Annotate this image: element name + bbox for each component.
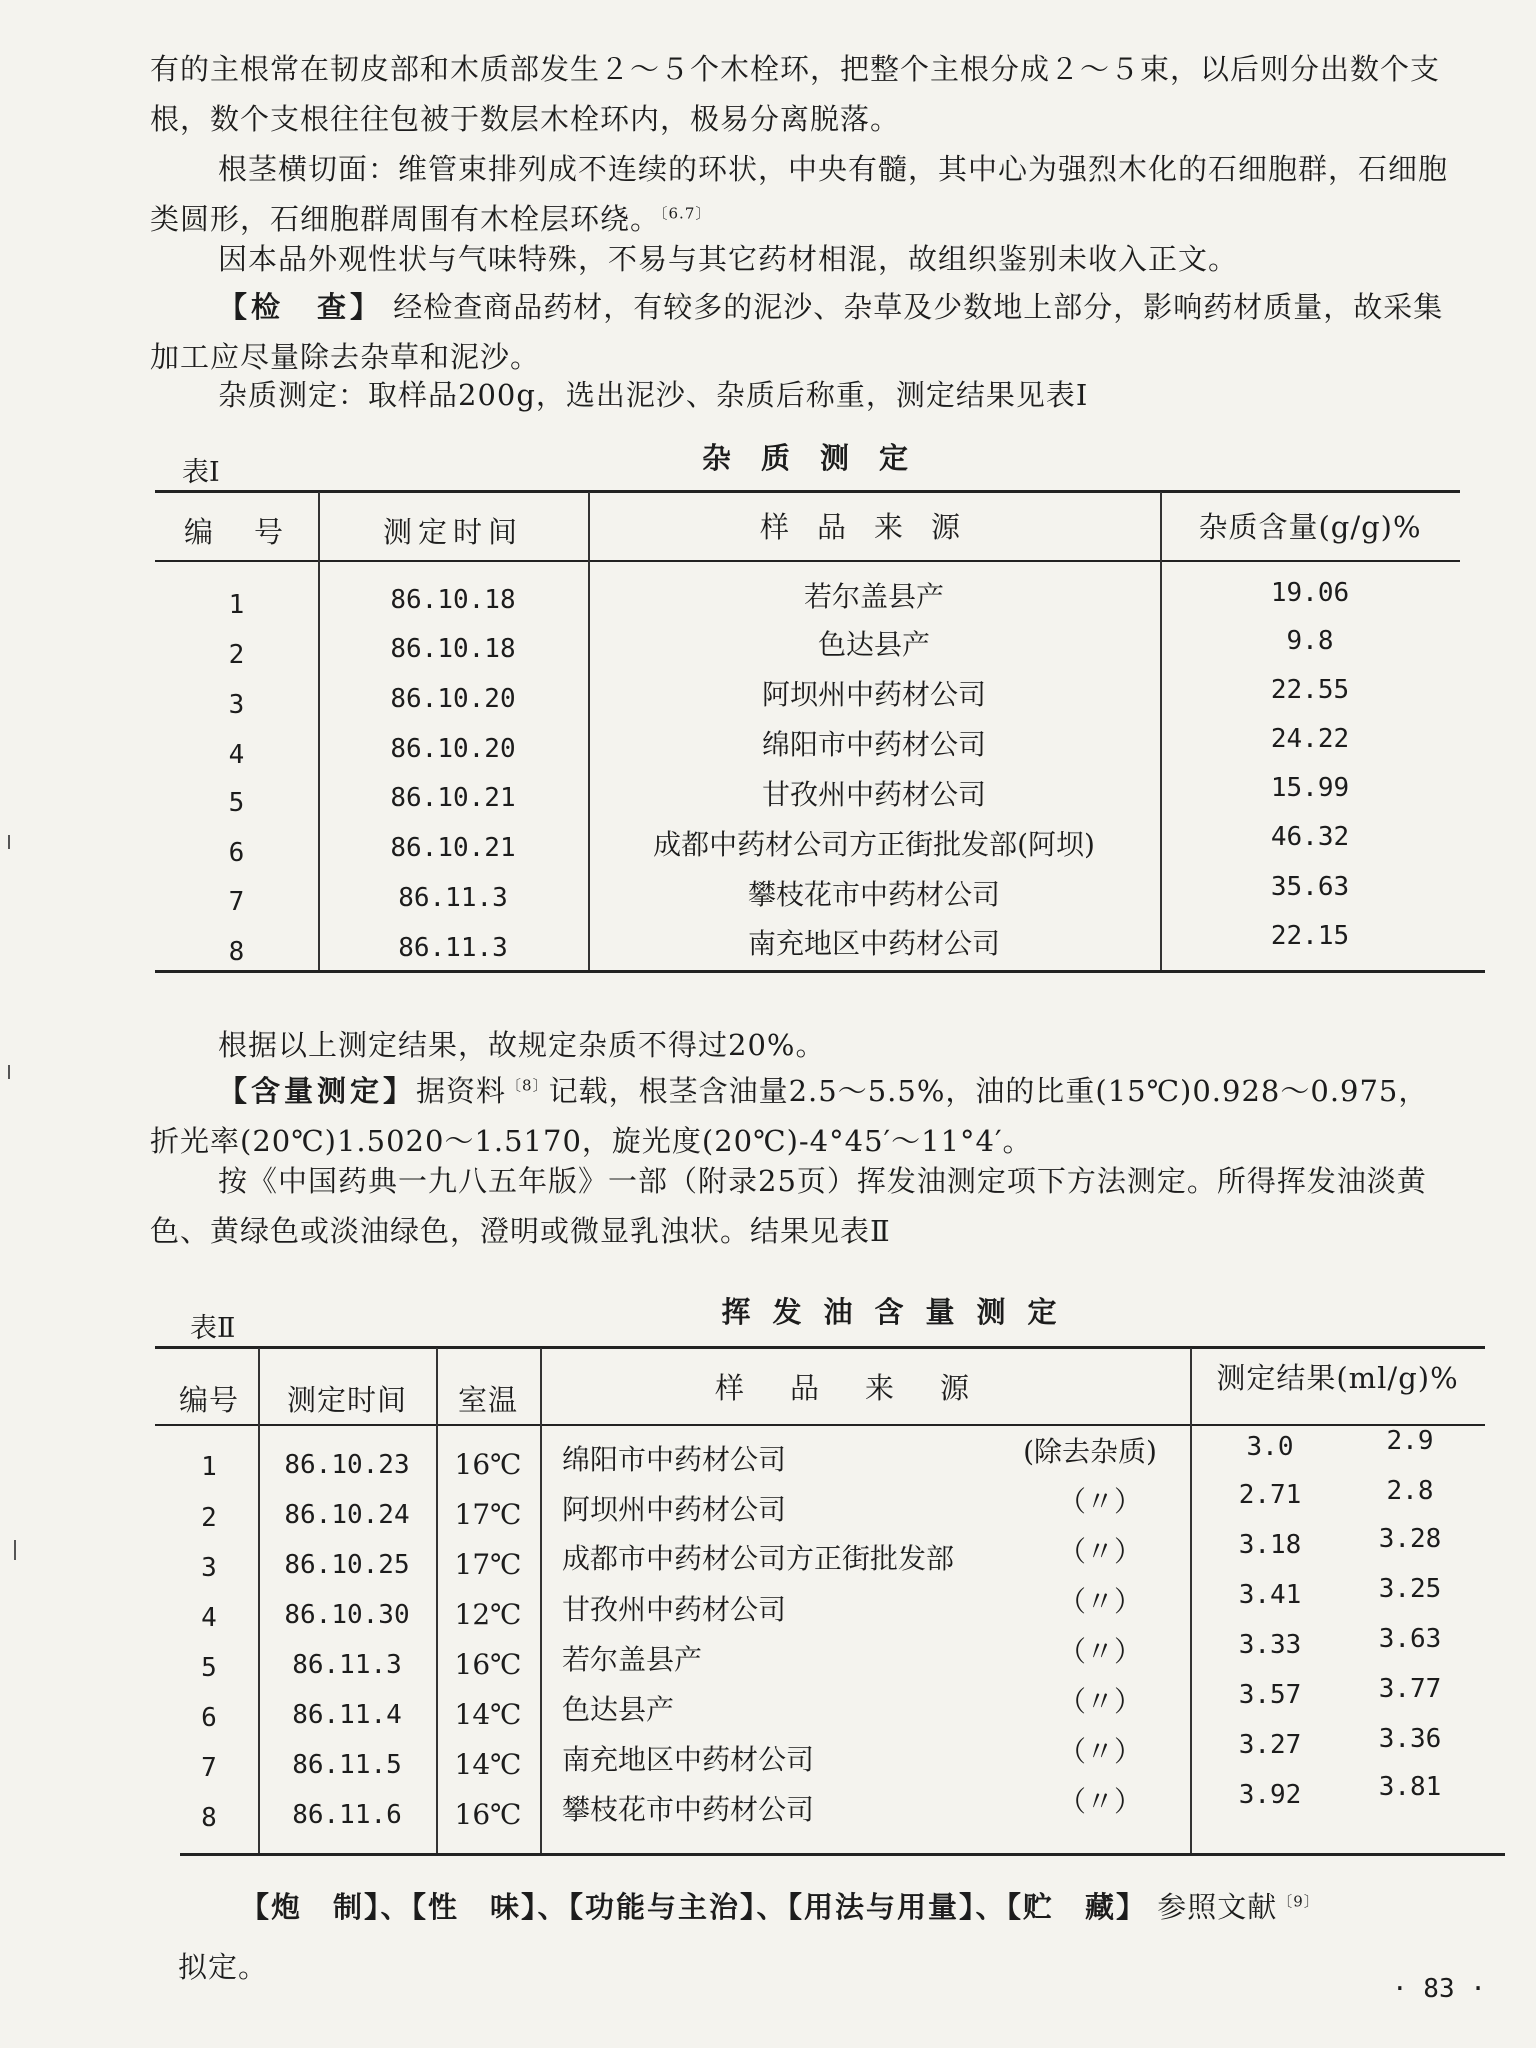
- table2-header-result: 测定结果(ml/g)%: [1216, 1361, 1459, 1395]
- table1-cell: 19.06: [1270, 578, 1350, 608]
- section-heading-inspection: 【检 查】: [218, 290, 384, 324]
- binding-mark: [8, 835, 10, 849]
- table2-cell: 8: [201, 1803, 217, 1833]
- table1-cell: 86.11.3: [398, 933, 508, 963]
- table2-cell: 3.33: [1238, 1630, 1302, 1660]
- citation-ref: 〔8〕: [506, 1076, 549, 1095]
- table2-cell: 3.81: [1378, 1772, 1442, 1802]
- table2-cell: 1: [201, 1452, 217, 1482]
- table2-header-temp: 室温: [457, 1383, 518, 1417]
- table1-bottom-rule: [155, 970, 1485, 973]
- paragraph-content-determination: 【含量测定】据资料$^{〔8〕}$记载，根茎含油量2.5～5.5%，油的比重(15℃)0.928～0.975，折光率(20℃)1.5020～1.5170，旋光度(20℃)-4°45′～11°4′。: [150, 1074, 1429, 1158]
- table1-cell: 46.32: [1270, 822, 1350, 852]
- paragraph-root-structure: 有的主根常在韧皮部和木质部发生２～５个木栓环，把整个主根分成２～５束，以后则分出数个支根，数个支根往往包被于数层木栓环内，极易分离脱落。: [150, 52, 1441, 136]
- table1-cell: 1: [228, 590, 245, 620]
- table2-col-divider: [540, 1348, 542, 1853]
- table1-cell: 9.8: [1286, 626, 1334, 656]
- table2-cell: 3.77: [1378, 1674, 1442, 1704]
- paragraph-inspection: 【检 查】 经检查商品药材，有较多的泥沙、杂草及少数地上部分，影响药材质量，故采集加工应尽量除去杂草和泥沙。: [150, 290, 1444, 374]
- table2-cell: 3.25: [1378, 1574, 1442, 1604]
- table1-header-impurity: 杂质含量(g/g)%: [1198, 510, 1422, 544]
- table2-header-source: 样品来源: [714, 1371, 1015, 1405]
- table1-cell: 22.55: [1270, 675, 1350, 705]
- table2-cell: 4: [201, 1603, 217, 1633]
- table2-cell: 色达县产: [562, 1693, 675, 1726]
- table2-bottom-rule: [180, 1853, 1505, 1856]
- table1-cell: 86.10.18: [390, 585, 516, 615]
- table2-label: 表Ⅱ: [190, 1313, 236, 1344]
- table1-cell: 8: [228, 937, 245, 967]
- table1-cell: 86.10.20: [390, 734, 516, 764]
- table2-col-divider: [1190, 1348, 1192, 1853]
- table2-cell: （〃）: [1057, 1485, 1142, 1518]
- table1-cell: 4: [228, 740, 245, 770]
- paragraph-other-sections-end: 拟定。: [178, 1950, 269, 1984]
- table2-cell: 阿坝州中药材公司: [562, 1493, 787, 1526]
- binding-mark: [14, 1540, 16, 1560]
- table2-cell: 86.11.4: [292, 1700, 402, 1730]
- table2-cell: 2: [201, 1503, 217, 1533]
- binding-mark: [8, 1065, 10, 1079]
- table1-cell: 绵阳市中药材公司: [761, 728, 986, 761]
- table2-cell: 7: [201, 1753, 217, 1783]
- table2-cell: 3.36: [1378, 1724, 1442, 1754]
- table2-cell: 3.41: [1238, 1580, 1302, 1610]
- table2-cell: 14℃: [454, 1698, 522, 1731]
- table1-header-source: 样品来源: [759, 510, 988, 544]
- paragraph-impurity-limit: 根据以上测定结果，故规定杂质不得过20%。: [218, 1028, 826, 1062]
- table2-cell: （〃）: [1057, 1735, 1142, 1768]
- table2-cell: 86.10.25: [284, 1550, 410, 1580]
- table1-cell: 2: [228, 640, 245, 670]
- table2-cell: 2.8: [1386, 1476, 1434, 1506]
- table2-header-rule: [155, 1424, 1485, 1426]
- table2-cell: 2.71: [1238, 1480, 1302, 1510]
- table2-cell: （〃）: [1057, 1685, 1142, 1718]
- table1-cell: 86.11.3: [398, 883, 508, 913]
- table1-header-date: 测定时间: [382, 515, 523, 549]
- table1-label: 表Ⅰ: [182, 457, 220, 488]
- table2-header-date: 测定时间: [286, 1383, 407, 1417]
- table2-cell: 攀枝花市中药材公司: [562, 1793, 815, 1826]
- table2-cell: 16℃: [454, 1798, 522, 1831]
- table1-cell: 35.63: [1270, 872, 1350, 902]
- table2-cell: 绵阳市中药材公司: [562, 1443, 787, 1476]
- table2-top-rule: [155, 1346, 1485, 1349]
- table1-cell: 7: [228, 887, 245, 917]
- table2-cell: 86.10.24: [284, 1500, 410, 1530]
- table1-cell: 15.99: [1270, 773, 1350, 803]
- table2-cell: 2.9: [1386, 1426, 1434, 1456]
- table2-cell: 86.11.3: [292, 1650, 402, 1680]
- table2-header-number: 编号: [178, 1383, 239, 1417]
- table2-cell: 若尔盖县产: [562, 1643, 703, 1676]
- table2-title: 挥发油含量测定: [721, 1295, 1079, 1329]
- table1-cell: 6: [228, 838, 245, 868]
- table2-cell: 3.18: [1238, 1530, 1302, 1560]
- table1-cell: 86.10.21: [390, 833, 516, 863]
- table2-cell: 86.11.5: [292, 1750, 402, 1780]
- table1-cell: 5: [228, 788, 245, 818]
- table2-cell: 甘孜州中药材公司: [562, 1593, 787, 1626]
- page-number: · 83 ·: [1392, 1974, 1486, 2004]
- table1-cell: 22.15: [1270, 921, 1350, 951]
- paragraph-rhizome-section: 根茎横切面：维管束排列成不连续的环状，中央有髓，其中心为强烈木化的石细胞群，石细胞类圆形，石细胞群周围有木栓层环绕。$^{〔6.7〕}$: [150, 152, 1449, 236]
- table1-top-rule: [155, 490, 1460, 493]
- table1-cell: 若尔盖县产: [803, 580, 944, 613]
- table2-cell: 3.28: [1378, 1524, 1442, 1554]
- table2-cell: 14℃: [454, 1748, 522, 1781]
- table2-cell: 3.92: [1238, 1780, 1302, 1810]
- table1-cell: 色达县产: [817, 628, 930, 661]
- table1-cell: 甘孜州中药材公司: [761, 778, 986, 811]
- citation-ref: 〔6.7〕: [660, 204, 712, 223]
- table1-cell: 86.10.21: [390, 783, 516, 813]
- table2-cell: 南充地区中药材公司: [562, 1743, 815, 1776]
- table2-cell: （〃）: [1057, 1785, 1142, 1818]
- table2-cell: 3.57: [1238, 1680, 1302, 1710]
- table2-cell: 3.0: [1246, 1432, 1294, 1462]
- table2-cell: 86.10.23: [284, 1450, 410, 1480]
- table1-cell: 南充地区中药材公司: [747, 927, 1000, 960]
- table2-cell: 17℃: [454, 1548, 522, 1581]
- table2-cell: 5: [201, 1653, 217, 1683]
- section-heading-content: 【含量测定】: [218, 1074, 417, 1108]
- table1-cell: 攀枝花市中药材公司: [747, 878, 1000, 911]
- table2-cell: 17℃: [454, 1498, 522, 1531]
- table1-header-rule: [155, 560, 1460, 562]
- paragraph-impurity-method: 杂质测定：取样品200g，选出泥沙、杂质后称重，测定结果见表Ⅰ: [218, 378, 1089, 412]
- table2-cell: 6: [201, 1703, 217, 1733]
- table1-cell: 86.10.20: [390, 684, 516, 714]
- table2-cell: (除去杂质): [1023, 1435, 1157, 1468]
- citation-ref: 〔9〕: [1277, 1892, 1320, 1911]
- table1-cell: 成都中药材公司方正街批发部(阿坝): [653, 828, 1095, 861]
- section-headings-misc: 【炮 制】、【性 味】、【功能与主治】、【用法与用量】、【贮 藏】: [240, 1890, 1148, 1924]
- table2-cell: 86.10.30: [284, 1600, 410, 1630]
- table1-cell: 阿坝州中药材公司: [761, 678, 986, 711]
- table2-cell: 3: [201, 1553, 217, 1583]
- paragraph-oil-method: 按《中国药典一九八五年版》一部（附录25页）挥发油测定项下方法测定。所得挥发油淡黄色、黄绿色或淡油绿色，澄明或微显乳浊状。结果见表Ⅱ: [150, 1164, 1427, 1248]
- table2-cell: （〃）: [1057, 1535, 1142, 1568]
- table1-cell: 3: [228, 690, 245, 720]
- table2-cell: 16℃: [454, 1648, 522, 1681]
- table2-cell: 16℃: [454, 1448, 522, 1481]
- table2-cell: 86.11.6: [292, 1800, 402, 1830]
- table1-cell: 86.10.18: [390, 634, 516, 664]
- table1-header-number: 编 号: [183, 515, 289, 549]
- table1-title: 杂质测定: [701, 441, 938, 475]
- table2-cell: 成都市中药材公司方正街批发部: [562, 1542, 955, 1575]
- table2-cell: 12℃: [454, 1598, 522, 1631]
- paragraph-other-sections: 【炮 制】、【性 味】、【功能与主治】、【用法与用量】、【贮 藏】 参照文献$^{〔9〕}$: [240, 1890, 1320, 1924]
- paragraph-identification-note: 因本品外观性状与气味特殊，不易与其它药材相混，故组织鉴别未收入正文。: [218, 242, 1239, 276]
- table2-cell: （〃）: [1057, 1635, 1142, 1668]
- table2-cell: （〃）: [1057, 1585, 1142, 1618]
- table2-cell: 3.27: [1238, 1730, 1302, 1760]
- table1-cell: 24.22: [1270, 724, 1350, 754]
- table2-cell: 3.63: [1378, 1624, 1442, 1654]
